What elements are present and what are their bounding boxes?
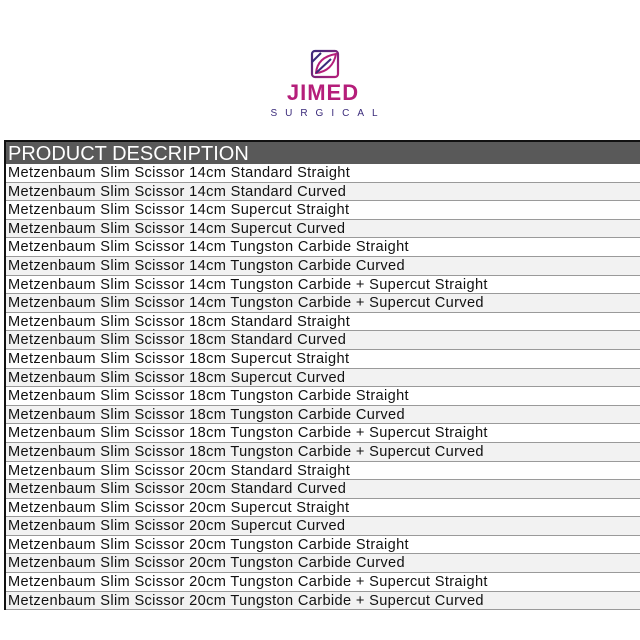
table-row: Metzenbaum Slim Scissor 18cm Tungston Carbide + Supercut Straight [6,424,640,443]
table-row: Metzenbaum Slim Scissor 18cm Standard Straight [6,313,640,332]
table-row: Metzenbaum Slim Scissor 14cm Tungston Carbide Straight [6,238,640,257]
table-row: Metzenbaum Slim Scissor 20cm Supercut Curved [6,517,640,536]
table-row: Metzenbaum Slim Scissor 18cm Tungston Carbide + Supercut Curved [6,443,640,462]
brand-tagline: SURGICAL [270,108,386,119]
table-row: Metzenbaum Slim Scissor 18cm Tungston Carbide Straight [6,387,640,406]
table-row: Metzenbaum Slim Scissor 14cm Tungston Carbide Curved [6,257,640,276]
table-row: Metzenbaum Slim Scissor 14cm Standard Straight [6,164,640,183]
table-row: Metzenbaum Slim Scissor 20cm Tungston Carbide Curved [6,554,640,573]
table-row: Metzenbaum Slim Scissor 14cm Supercut Curved [6,220,640,239]
table-row: Metzenbaum Slim Scissor 14cm Tungston Carbide + Supercut Straight [6,276,640,295]
table-row: Metzenbaum Slim Scissor 20cm Supercut Straight [6,499,640,518]
brand-logo [0,48,640,128]
table-row: Metzenbaum Slim Scissor 18cm Tungston Carbide Curved [6,406,640,425]
product-table [4,140,640,610]
table-row: Metzenbaum Slim Scissor 18cm Supercut Straight [6,350,640,369]
table-row: Metzenbaum Slim Scissor 14cm Standard Curved [6,183,640,202]
table-row: Metzenbaum Slim Scissor 20cm Standard Curved [6,480,640,499]
table-row: Metzenbaum Slim Scissor 20cm Tungston Carbide + Supercut Straight [6,573,640,592]
table-row: Metzenbaum Slim Scissor 20cm Tungston Carbide + Supercut Curved [6,592,640,611]
table-header: PRODUCT DESCRIPTION [6,142,640,164]
table-row: Metzenbaum Slim Scissor 20cm Tungston Carbide Straight [6,536,640,555]
table-row: Metzenbaum Slim Scissor 14cm Tungston Carbide + Supercut Curved [6,294,640,313]
brand-name: JIMED [286,80,360,105]
leaf-square-logo-icon [309,48,341,80]
table-row: Metzenbaum Slim Scissor 14cm Supercut Straight [6,201,640,220]
table-row: Metzenbaum Slim Scissor 18cm Standard Curved [6,331,640,350]
table-row: Metzenbaum Slim Scissor 18cm Supercut Curved [6,369,640,388]
table-row: Metzenbaum Slim Scissor 20cm Standard Straight [6,462,640,481]
table-body [6,164,640,610]
